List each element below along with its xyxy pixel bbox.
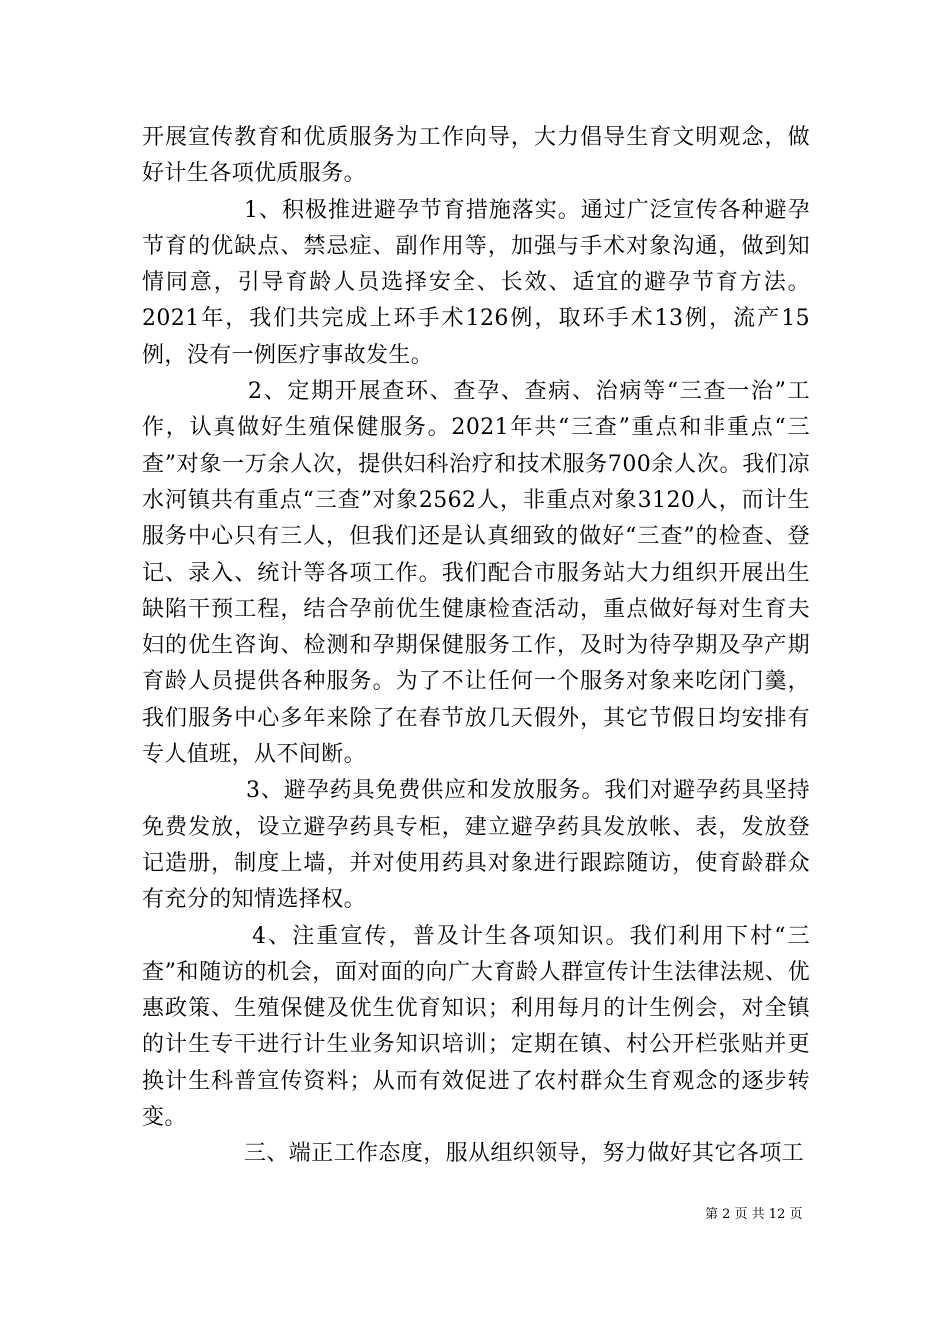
paragraph-item-2: 2、定期开展查环、查孕、查病、治病等“三查一治”工作，认真做好生殖保健服务。2021年共“三查”重点和非重点“三查”对象一万余人次，提供妇科治疗和技术服务700余人次。我们凉水河镇共有重点“三查”对象2562人，非重点对象3120人，而计生服务中心只有三人，但我们还是认真细致的做好“三查”的检查、登记、录入、统计等各项工作。我们配合市服务站大力组织开展出生缺陷干预工程，结合孕前优生健康检查活动，重点做好每对生育夫妇的优生咨询、检测和孕期保健服务工作，及时为待孕期及孕产期育龄人员提供各种服务。为了不让任何一个服务对象来吃闭门羹，我们服务中心多年来除了在春节放几天假外，其它节假日均安排有专人值班，从不间断。 — [142, 379, 810, 768]
document-body — [142, 120, 810, 1173]
paragraph-item-4: 4、注重宣传，普及计生各项知识。我们利用下村“三查”和随访的机会，面对面的向广大育龄人群宣传计生法律法规、优惠政策、生殖保健及优生优育知识；利用每月的计生例会，对全镇的计生专干进行计生业务知识培训；定期在镇、村公开栏张贴并更换计生科普宣传资料；从而有效促进了农村群众生育观念的逐步转变。 — [142, 923, 810, 1131]
paragraph-item-1: 1、积极推进避孕节育措施落实。通过广泛宣传各种避孕节育的优缺点、禁忌症、副作用等，加强与手术对象沟通，做到知情同意，引导育龄人员选择安全、长效、适宜的避孕节育方法。2021年，我们共完成上环手术126例，取环手术13例，流产15例，没有一例医疗事故发生。 — [142, 197, 810, 368]
paragraph-intro: 开展宣传教育和优质服务为工作向导，大力倡导生育文明观念，做好计生各项优质服务。 — [142, 125, 810, 187]
page-number: 第 2 页 共 12 页 — [705, 1207, 803, 1222]
paragraph-item-3: 3、避孕药具免费供应和发放服务。我们对避孕药具坚持免费发放，设立避孕药具专柜，建立避孕药具发放帐、表，发放登记造册，制度上墙，并对使用药具对象进行跟踪随访，使育龄群众有充分的知情选择权。 — [142, 778, 810, 913]
paragraph-section-3-heading: 三、端正工作态度，服从组织领导，努力做好其它各项工 — [244, 1141, 805, 1167]
